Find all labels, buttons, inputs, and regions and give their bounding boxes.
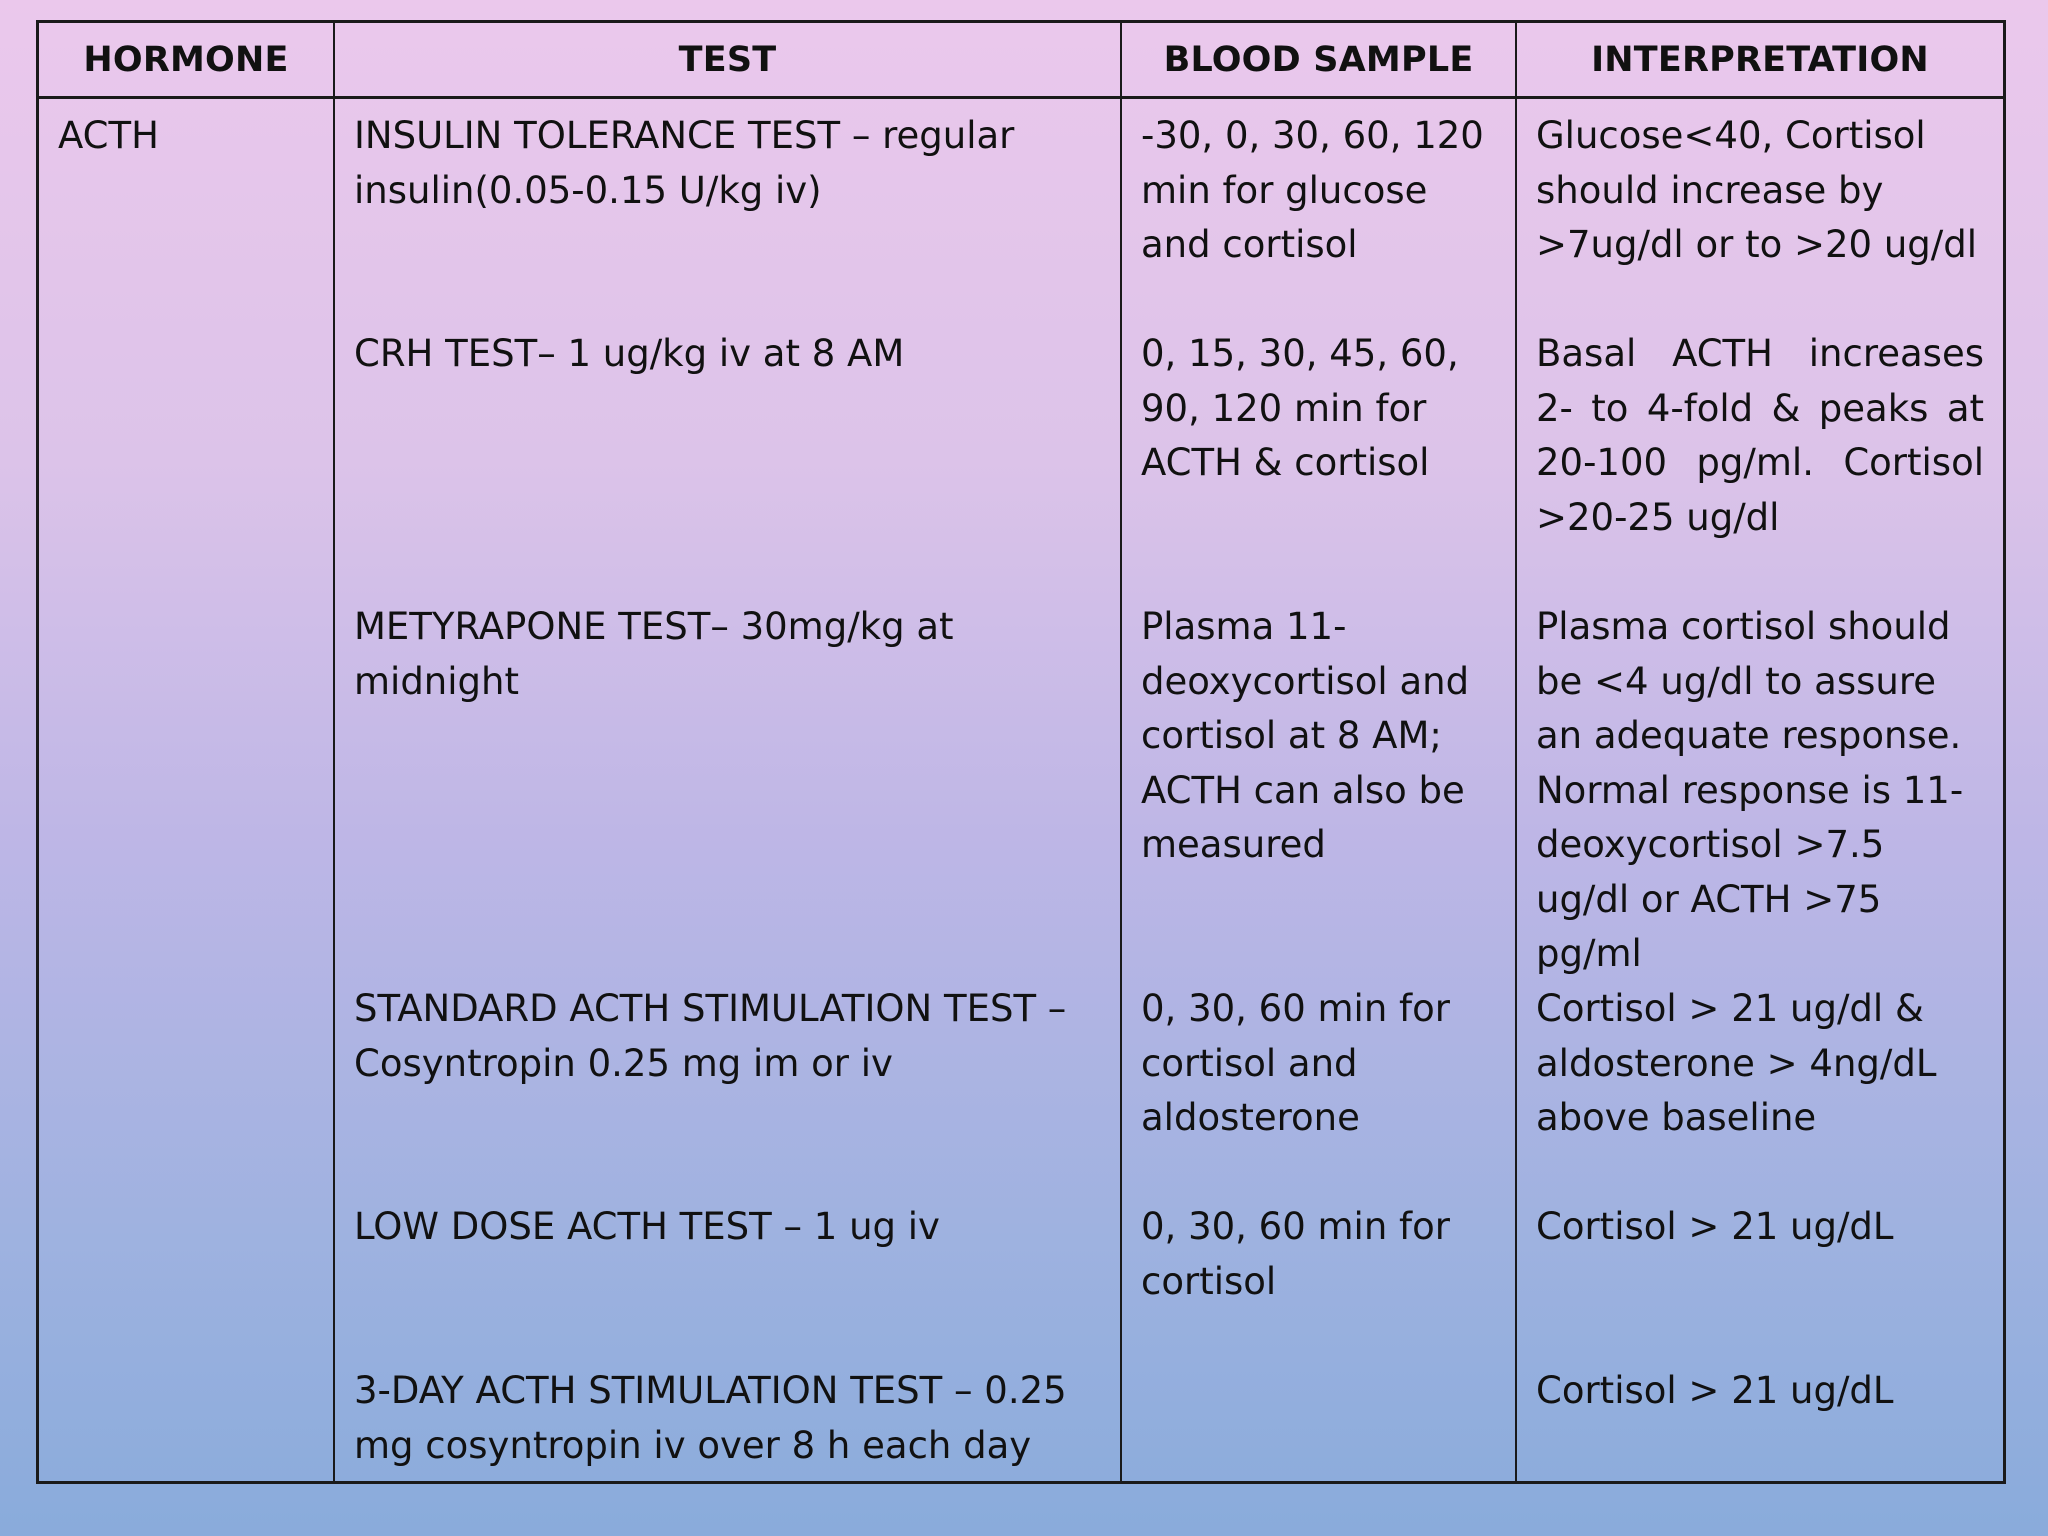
header-interpretation: INTERPRETATION [1516, 23, 2003, 98]
interpretation-cell: Cortisol > 21 ug/dL [1536, 1205, 1894, 1248]
interpretation-cell: Cortisol > 21 ug/dL [1536, 1369, 1894, 1412]
test-cell: METYRAPONE TEST– 30mg/kg at midnight [354, 605, 954, 703]
interpretation-cell: Plasma cortisol should be <4 ug/dl to assure an adequate response. Normal response is 11-deoxycortisol >7.5 ug/dl or ACTH >75 pg/ml [1536, 605, 1964, 975]
blood-sample-cell: 0, 30, 60 min for cortisol [1141, 1205, 1450, 1303]
header-blood-sample: BLOOD SAMPLE [1121, 23, 1516, 98]
interpretation-cell: Basal ACTH increases 2- to 4-fold & peaks at 20-100 pg/ml. Cortisol >20-25 ug/dl [1536, 332, 1984, 539]
blood-sample-cell: -30, 0, 30, 60, 120 min for glucose and cortisol [1141, 114, 1484, 266]
interpretation-cell: Cortisol > 21 ug/dl & aldosterone > 4ng/dL above baseline [1536, 987, 1937, 1139]
interpretation-cell: Glucose<40, Cortisol should increase by >7ug/dl or to >20 ug/dl [1536, 114, 1978, 266]
header-test: TEST [334, 23, 1121, 98]
table [39, 23, 2003, 1481]
hormone-cell [39, 98, 334, 1482]
table-row [39, 98, 2003, 1482]
header-row [39, 23, 2003, 98]
blood-sample-column [1121, 98, 1516, 1482]
hormone-test-table [36, 20, 2006, 1484]
test-cell: CRH TEST– 1 ug/kg iv at 8 AM [354, 332, 905, 375]
blood-sample-cell [1141, 1364, 1496, 1474]
test-cell: LOW DOSE ACTH TEST – 1 ug iv [354, 1205, 940, 1248]
test-cell: STANDARD ACTH STIMULATION TEST – Cosyntropin 0.25 mg im or iv [354, 987, 1067, 1085]
test-cell: INSULIN TOLERANCE TEST – regular insulin(0.05-0.15 U/kg iv) [354, 114, 1015, 212]
blood-sample-cell: Plasma 11-deoxycortisol and cortisol at 8 AM; ACTH can also be measured [1141, 605, 1470, 866]
test-cell: 3-DAY ACTH STIMULATION TEST – 0.25 mg cosyntropin iv over 8 h each day [354, 1369, 1067, 1467]
blood-sample-cell: 0, 30, 60 min for cortisol and aldosterone [1141, 987, 1450, 1139]
header-hormone: HORMONE [39, 23, 334, 98]
interpretation-column [1516, 98, 2003, 1482]
hormone-name: ACTH [58, 114, 159, 157]
blood-sample-cell: 0, 15, 30, 45, 60, 90, 120 min for ACTH & cortisol [1141, 332, 1459, 484]
test-column [334, 98, 1121, 1482]
